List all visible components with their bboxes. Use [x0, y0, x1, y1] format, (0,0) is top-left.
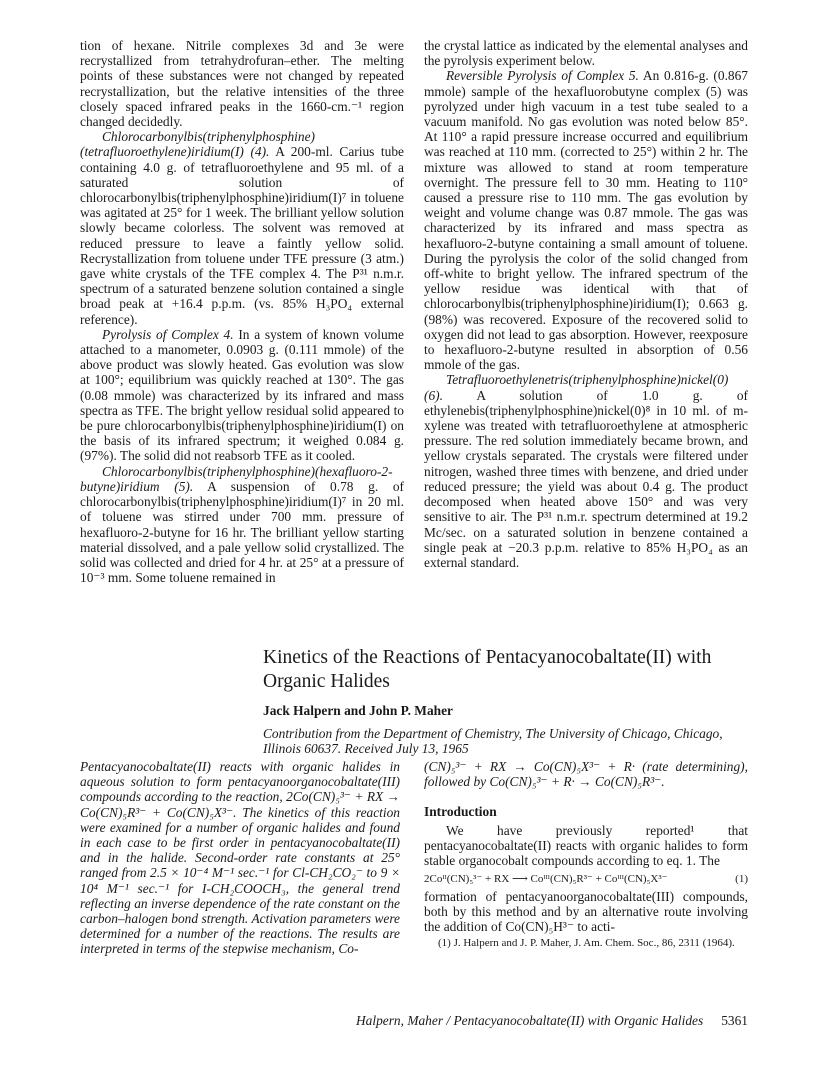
paragraph-text: A solution of 1.0 g. of ethylenebis(triphenylphosphine)nickel(0)⁸ in 10 ml. of m-xylene was treated with tetrafluoroethylene at atmospheric pressure. The red solution immediately became brown, and yellow crystals separated. The crystals were filtered under nitrogen, washed three times with benzene, and dried under reduced pressure; the yield was about 0.4 g. The product decomposed when heated above 150° and was very sensitive to air. The P³¹ n.m.r. spectrum determined at 19.2 Mc/sec. on a saturated solution in benzene contained a single peak at −20.3 p.p.m. relative to 85% H₃PO₄ as an external standard.	[424, 387, 748, 570]
section-heading-introduction: Introduction	[424, 804, 497, 819]
paragraph	[80, 464, 404, 586]
equation-number: (1)	[735, 872, 748, 885]
paragraph: formation of pentacyanoorganocobaltate(III) compounds, both by this method and by an alternative route involving the addition of Co(CN)₅H³⁻ to acti-	[424, 888, 748, 935]
section-run-in-title: Tetrafluoroethylenetris(triphenylphosphine)nickel(0) (6).	[424, 372, 729, 403]
abstract-text: Pentacyanocobaltate(II) reacts with organic halides in aqueous solution to form pentacyanoorganocobaltate(III) compounds according to the reaction, 2Co(CN)₅³⁻ + RX → Co(CN)₅R³⁻ + Co(CN)₅X³⁻. The kinetics of this reaction were examined for a number of organic halides and found in each case to be first order in pentacyanocobaltate(II) and in the halide. Second-order rate constants at 25° ranged from 2.5 × 10⁻⁴ M⁻¹ sec.⁻¹ for Cl-CH₂CO₂⁻ to 9 × 10⁴ M⁻¹ sec.⁻¹ for I-CH₂COOCH₃, the general trend reflecting an inverse dependence of the rate constant on the carbon–halogen bond strength. Activation parameters were determined for a number of the reactions. The results are interpreted in terms of the stepwise mechanism, Co-	[80, 759, 400, 957]
section-run-in-title: Chlorocarbonylbis(triphenylphosphine)(hexafluoro-2-butyne)iridium (5).	[80, 463, 393, 494]
article-title: Kinetics of the Reactions of Pentacyanocobaltate(II) with Organic Halides	[263, 647, 712, 692]
paragraph: the crystal lattice as indicated by the elemental analyses and the pyrolysis experiment below.	[424, 38, 748, 69]
footnote: (1) J. Halpern and J. P. Maher, J. Am. Chem. Soc., 86, 2311 (1964).	[438, 937, 735, 950]
paragraph: We have previously reported¹ that pentacyanocobaltate(II) reacts with organic halides to form stable organocobalt compounds according to eq. 1. The	[424, 823, 748, 869]
running-title: Halpern, Maher / Pentacyanocobaltate(II) with Organic Halides	[356, 1013, 704, 1028]
page-number: 5361	[721, 1013, 748, 1028]
introduction-body	[424, 823, 748, 950]
abstract-text: (CN)₅³⁻ + RX → Co(CN)₅X³⁻ + R· (rate determining), followed by Co(CN)₅³⁻ + R· → Co(CN)₅R³⁻.	[424, 759, 748, 790]
abstract-continuation	[424, 759, 748, 789]
section-run-in-title: Chlorocarbonylbis(triphenylphosphine)(tetrafluoroethylene)iridium(I) (4).	[80, 129, 315, 160]
paragraph	[80, 129, 404, 327]
article-authors: Jack Halpern and John P. Maher	[263, 703, 453, 718]
previous-article-left-column	[80, 38, 404, 585]
paragraph	[424, 68, 748, 372]
equation-text: 2Coᴵᴵ(CN)₅³⁻ + RX ⟶ Coᴵᴵᴵ(CN)₅R³⁻ + Coᴵᴵᴵ(CN)₅X³⁻	[424, 872, 668, 885]
section-run-in-title: Reversible Pyrolysis of Complex 5.	[446, 68, 639, 84]
abstract	[80, 759, 400, 957]
paragraph-text: In a system of known volume attached to a manometer, 0.0903 g. (0.111 mmole) of the above product was slowly heated. Gas evolution was slow at 100°; equilibrium was quickly reached at 130°. The gas (0.08 mmole) was characterized by its infrared and mass spectra as TFE. The bright yellow residual solid appeared to be pure chlorocarbonylbis(triphenylphosphine)iridium(I) on the basis of its infrared spectrum; it weighed 0.084 g. (97%). The solid did not reabsorb TFE as it cooled.	[80, 326, 404, 464]
previous-article-right-column	[424, 38, 748, 570]
paragraph	[424, 372, 748, 570]
paragraph: tion of hexane. Nitrile complexes 3d and 3e were recrystallized from tetrahydrofuran–ether. The melting points of these substances were not changed by repeated recrystallization, but the relative intensities of the three closely spaced infrared peaks in the 1660-cm.⁻¹ region changed decidedly.	[80, 38, 404, 130]
section-run-in-title: Pyrolysis of Complex 4.	[102, 326, 234, 342]
equation	[424, 872, 748, 887]
paragraph	[80, 327, 404, 464]
paragraph-text: An 0.816-g. (0.867 mmole) sample of the hexafluorobutyne complex (5) was pyrolyzed under high vacuum in a test tube sealed to a vacuum manifold. No gas evolution was noted below 85°. At 110° a rapid pressure increase occurred and equilibrium was reached at 110 mm. (corrected to 25°) within 2 hr. The mixture was allowed to stand at room temperature overnight. The pressure fell to 30 mm. Heating to 110° caused a pressure rise to 110 mm. The gas evolution by weight and volume change was 0.87 mmole. The gas was characterized by its infrared and mass spectra as hexafluoro-2-butyne containing a small amount of toluene. During the pyrolysis the color of the solid changed from off-white to bright yellow. The infrared spectrum of the yellow residue was identical with that of chlorocarbonylbis(triphenylphosphine)iridium(I); 0.663 g. (98%) was recovered. Exposure of the recovered solid to oxygen did not lead to gas absorption. However, reexposure to hexafluoro-2-butyne resulted in absorption of 0.56 mmole of the gas.	[424, 68, 749, 373]
article-affiliation: Contribution from the Department of Chemistry, The University of Chicago, Chicago, Illinois 60637. Received July 13, 1965	[263, 726, 723, 757]
paragraph-text: A suspension of 0.78 g. of chlorocarbonylbis(triphenylphosphine)iridium(I)⁷ in 20 ml. of toluene was stirred under 700 mm. pressure of hexafluoro-2-butyne for 16 hr. The brilliant yellow starting material dissolved, and a pale yellow solid crystallized. The solid was collected and dried for 4 hr. at 25° at a pressure of 10⁻³ mm. Some toluene remained in	[80, 478, 404, 586]
paragraph-text: A 200-ml. Carius tube containing 4.0 g. of tetrafluoroethylene and 95 ml. of a saturated solution of chlorocarbonylbis(triphenylphosphine)iridium(I)⁷ in toluene was agitated at 25° for 1 week. The brilliant yellow solution slowly became colorless. The solvent was removed at reduced pressure to leave a faintly yellow solid. Recrystallization from toluene under TFE pressure (3 atm.) gave white crystals of the TFE complex 4. The P³¹ n.m.r. spectrum of a saturated benzene solution contained a single broad peak at +16.4 p.p.m. (vs. 85% H₃PO₄ external reference).	[80, 144, 404, 327]
page-footer	[80, 1013, 748, 1029]
